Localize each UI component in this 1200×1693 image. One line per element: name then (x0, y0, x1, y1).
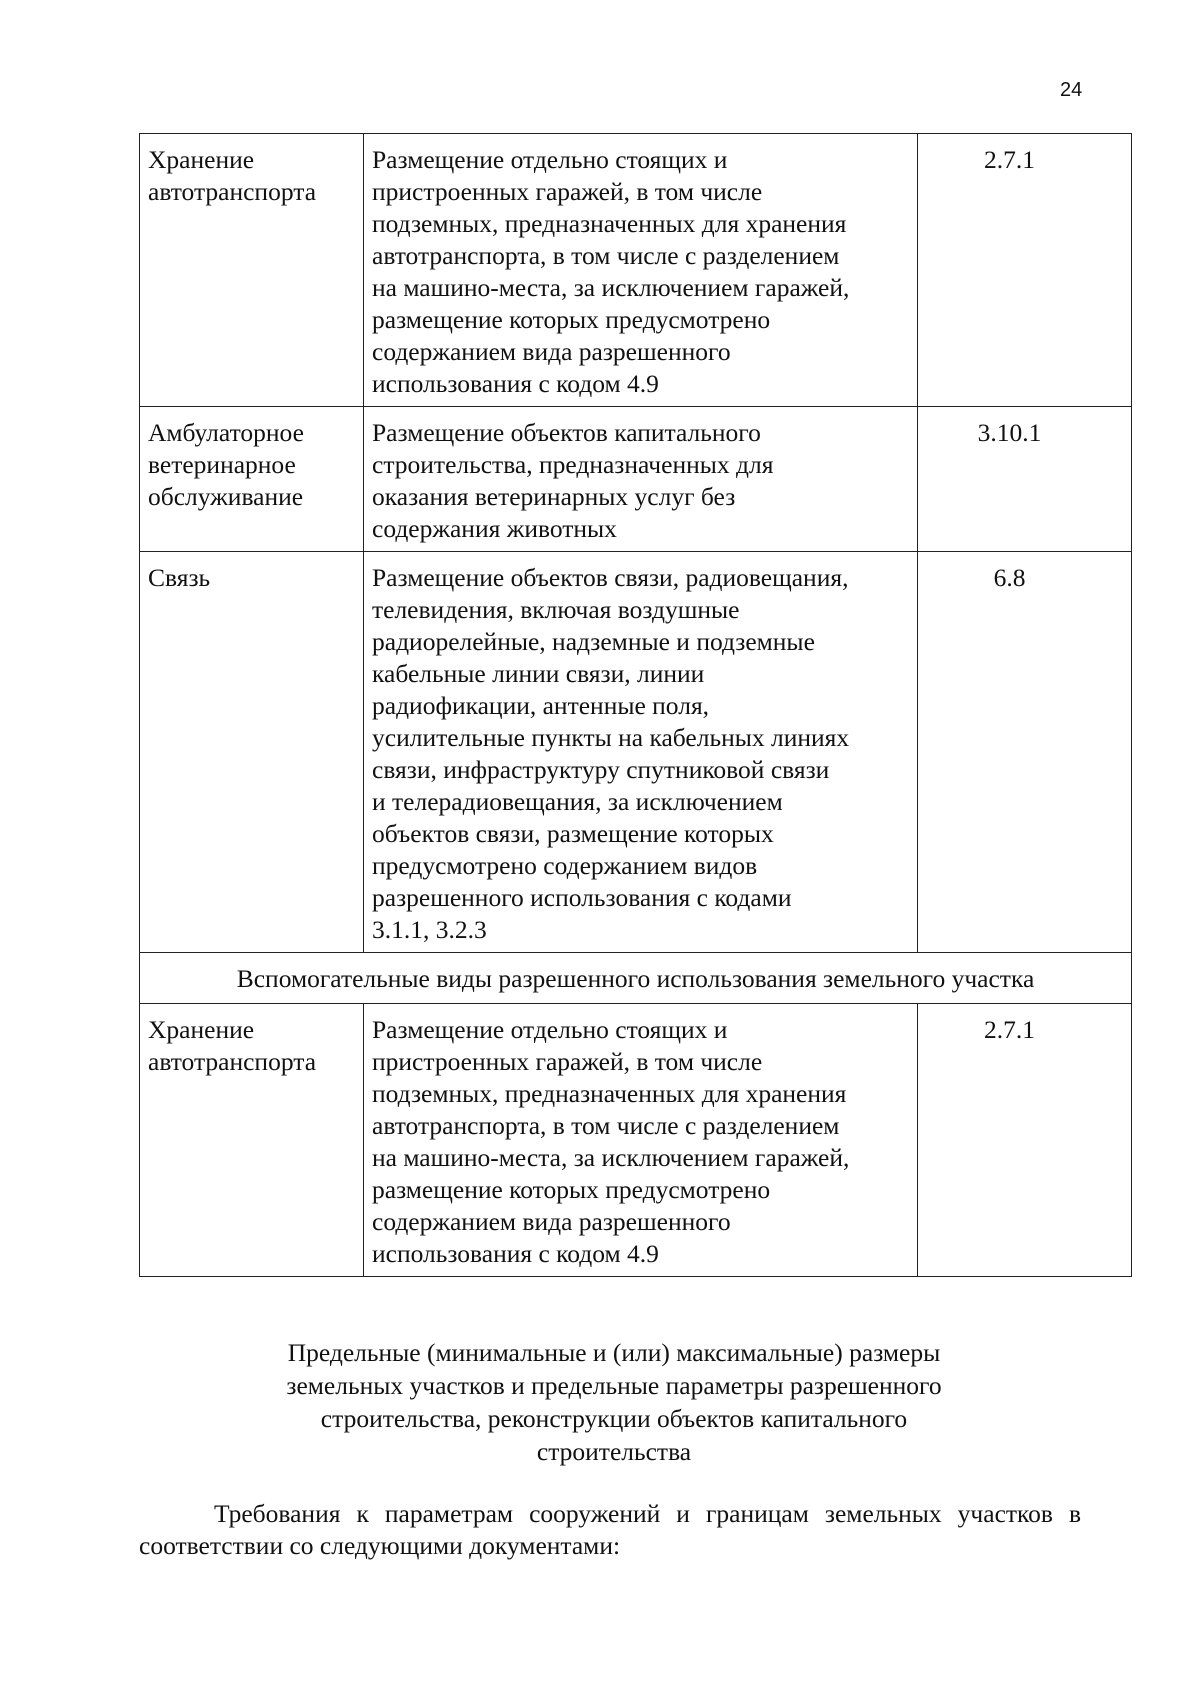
use-description-cell: Размещение объектов связи, радиовещания, телевидения, включая воздушные радиорелейные, надземные и подземные кабельные линии связи, линии радиофикации, антенные поля, усилительные пункты на кабельных линиях связи, инфраструктуру спутниковой связи и телерадиовещания, за исключением объектов связи, размещение которых предусмотрено содержанием видов разрешенного использования с кодами 3.1.1, 3.2.3 (364, 552, 918, 953)
table-row (140, 134, 1132, 407)
table-row (140, 1004, 1132, 1277)
use-code-cell: 2.7.1 (918, 1004, 1132, 1277)
land-use-table (139, 133, 1132, 1277)
use-name-cell: Хранение автотранспорта (140, 134, 364, 407)
intro-paragraph: Требования к параметрам сооружений и границам земельных участков в соответствии со следующими документами: (139, 1499, 1081, 1560)
table-row (140, 552, 1132, 953)
use-description-cell: Размещение отдельно стоящих и пристроенных гаражей, в том числе подземных, предназначенных для хранения автотранспорта, в том числе с разделением на машино-места, за исключением гаражей, размещение которых предусмотрено содержанием вида разрешенного использования с кодом 4.9 (364, 134, 918, 407)
use-code-cell: 2.7.1 (918, 134, 1132, 407)
use-name-cell: Связь (140, 552, 364, 953)
use-name-cell: Амбулаторное ветеринарное обслуживание (140, 407, 364, 552)
use-code-cell: 6.8 (918, 552, 1132, 953)
use-description-cell: Размещение объектов капитального строительства, предназначенных для оказания ветеринарных услуг без содержания животных (364, 407, 918, 552)
table-row (140, 407, 1132, 552)
section-title: Предельные (минимальные и (или) максимальные) размеры земельных участков и предельные параметры разрешенного строительства, реконструкции объектов капитального строительства (286, 1338, 942, 1466)
use-code-cell: 3.10.1 (918, 407, 1132, 552)
use-description-cell: Размещение отдельно стоящих и пристроенных гаражей, в том числе подземных, предназначенных для хранения автотранспорта, в том числе с разделением на машино-места, за исключением гаражей, размещение которых предусмотрено содержанием вида разрешенного использования с кодом 4.9 (364, 1004, 918, 1277)
use-name-cell: Хранение автотранспорта (140, 1004, 364, 1277)
auxiliary-uses-heading: Вспомогательные виды разрешенного использования земельного участка (140, 953, 1132, 1004)
table-subheader-row (140, 953, 1132, 1004)
page-number: 24 (1060, 79, 1083, 101)
